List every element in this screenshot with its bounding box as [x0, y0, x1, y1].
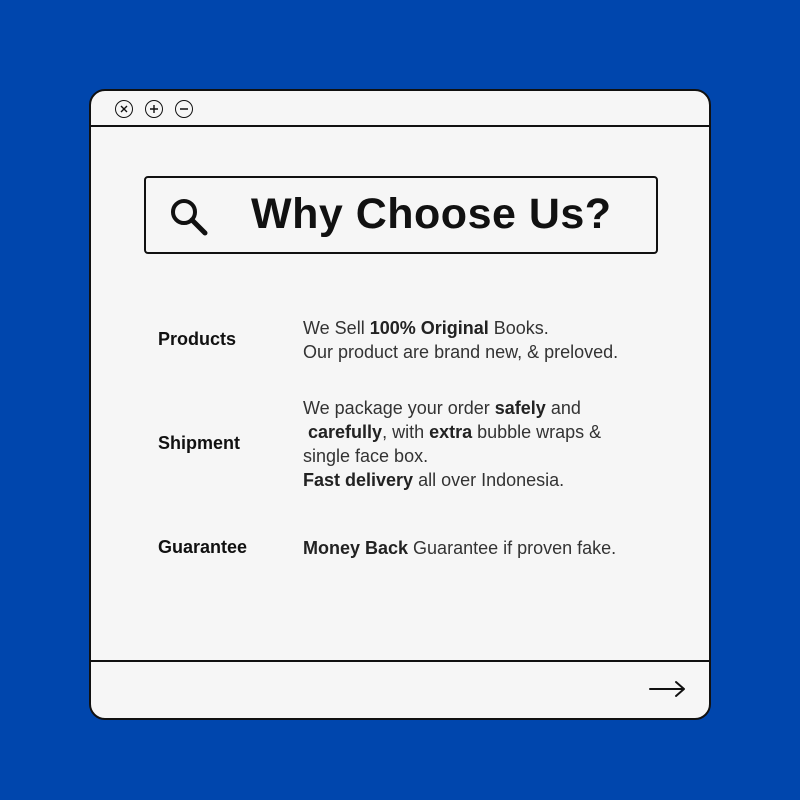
arrow-right-icon[interactable]: [649, 679, 687, 699]
row-desc-products: [303, 316, 673, 364]
plus-icon[interactable]: [145, 100, 163, 118]
row-label-shipment: Shipment: [158, 433, 241, 453]
desc-line: carefully, with extra bubble wraps &: [308, 422, 602, 442]
close-icon[interactable]: [115, 100, 133, 118]
browser-window: [89, 89, 711, 720]
page-heading: Why Choose Us?: [251, 190, 612, 238]
window-footer: [91, 660, 709, 718]
minus-icon[interactable]: [175, 100, 193, 118]
row-desc-shipment: [303, 396, 673, 492]
row-label-guarantee: Guarantee: [158, 537, 248, 557]
desc-line: Money Back Guarantee if proven fake.: [303, 538, 617, 558]
desc-line: single face box.: [303, 446, 429, 466]
desc-line: Fast delivery all over Indonesia.: [303, 470, 565, 490]
desc-line: We package your order safely and: [303, 398, 581, 418]
search-bar[interactable]: [144, 176, 658, 254]
desc-line: We Sell 100% Original Books.: [303, 318, 549, 338]
desc-line: Our product are brand new, & preloved.: [303, 342, 619, 362]
row-desc-guarantee: [303, 536, 673, 560]
row-label-products: Products: [158, 329, 237, 349]
window-titlebar: [91, 91, 709, 127]
search-icon: [168, 196, 210, 238]
